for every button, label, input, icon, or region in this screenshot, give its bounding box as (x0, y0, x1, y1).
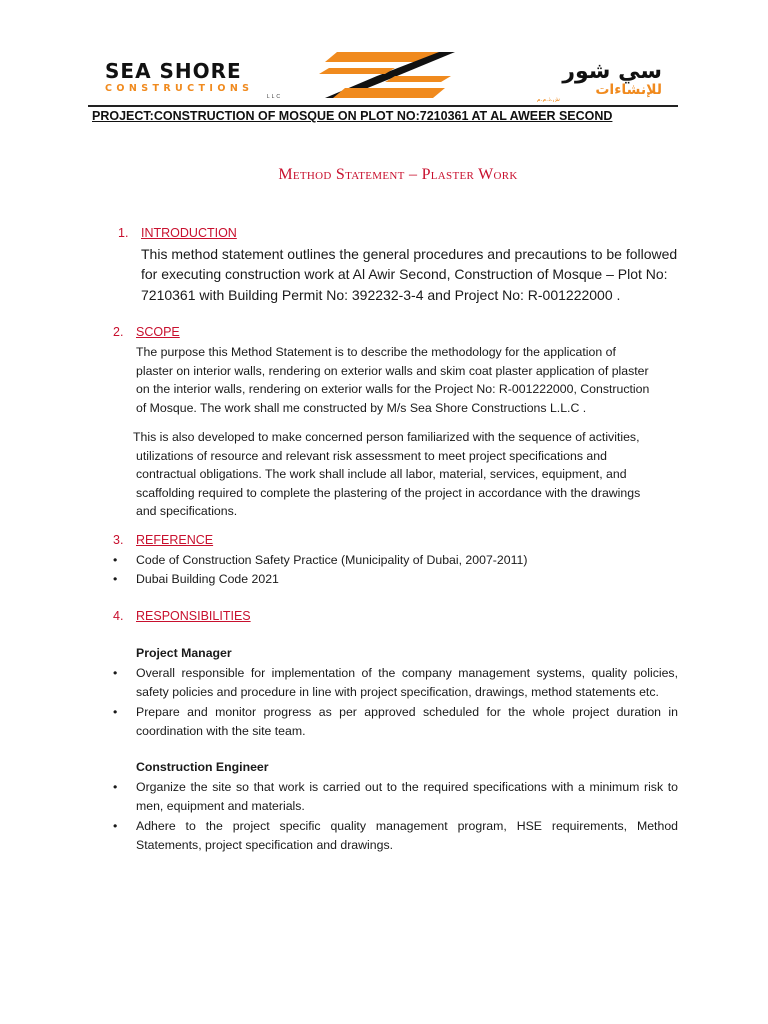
arabic-logotype (482, 54, 667, 102)
section-number: 1. (118, 226, 129, 240)
company-subtitle: CONSTRUCTIONS (105, 83, 254, 94)
responsibility-text: Prepare and monitor progress as per approved scheduled for the whole project duration in coordination with the site team. (136, 705, 678, 738)
scope-paragraph-2 (133, 428, 681, 521)
text-line: The purpose this Method Statement is to describe the methodology for the application of (136, 345, 616, 359)
section-label: RESPONSIBILITIES (136, 609, 251, 623)
responsibility-item (113, 703, 678, 741)
text-line: for executing construction work at Al Awir Second, Construction of Mosque – Plot No: (141, 266, 668, 283)
company-name: SEA SHORE (105, 59, 242, 83)
responsibility-item (113, 664, 678, 702)
section-number: 2. (113, 325, 124, 339)
role-heading-construction-engineer: Construction Engineer (136, 760, 269, 774)
text-line: contractual obligations. The work shall include all labor, material, services, equipment, and (136, 467, 627, 481)
bullet-point: • (113, 780, 118, 794)
text-line: on the interior walls, rendering on exterior walls for the Project No: R-001222000, Construction (136, 382, 650, 396)
bullet-point: • (113, 705, 118, 719)
arabic-suffix: ش.ذ.م.م (536, 96, 560, 102)
text-line: This is also developed to make concerned person familiarized with the sequence of activities, (133, 430, 640, 444)
bullet-point: • (113, 572, 118, 586)
reference-item (113, 551, 678, 570)
project-heading: PROJECT:CONSTRUCTION OF MOSQUE ON PLOT NO:7210361 AT AL AWEER SECOND (92, 109, 613, 123)
document-title: Method Statement – Plaster Work (278, 166, 518, 183)
text-line: plaster on interior walls, rendering on exterior walls and skim coat plaster application of plaster (136, 363, 649, 378)
text-line: This method statement outlines the general procedures and precautions to be followed (141, 246, 678, 262)
reference-text: Dubai Building Code 2021 (136, 572, 279, 586)
introduction-paragraph (141, 244, 681, 305)
section-label: REFERENCE (136, 533, 214, 547)
bullet-point: • (113, 819, 118, 833)
reference-item (113, 570, 678, 589)
arabic-subtitle: للإنشاءات (595, 82, 662, 98)
responsibility-item (113, 817, 678, 855)
bullet-point: • (113, 666, 118, 680)
text-line: scaffolding required to complete the plastering of the project in accordance with the drawings (136, 485, 641, 500)
scope-paragraph-1 (136, 343, 681, 417)
text-line: and specifications. (136, 504, 238, 518)
text-line: of Mosque. The work shall me constructed by M/s Sea Shore Constructions L.L.C . (136, 400, 587, 415)
section-number: 3. (113, 533, 124, 547)
responsibility-text: Adhere to the project specific quality management program, HSE requirements, Method Statements, project specification and drawings. (136, 819, 678, 852)
responsibility-text: Organize the site so that work is carried out to the required specifications with a minimum risk to men, equipment and materials. (136, 780, 678, 813)
section-label: INTRODUCTION (141, 226, 237, 240)
arabic-name: سي شور (562, 59, 662, 84)
reference-text: Code of Construction Safety Practice (Municipality of Dubai, 2007-2011) (136, 553, 528, 567)
header-divider (88, 105, 678, 107)
responsibility-text: Overall responsible for implementation of the company management systems, quality policies, safety policies and procedure in line with project specification, drawings, method statements etc. (136, 666, 678, 699)
role-heading-project-manager: Project Manager (136, 646, 232, 660)
company-suffix: LLC (266, 94, 282, 100)
text-line: 7210361 with Building Permit No: 392232-3-4 and Project No: R-001222000 . (141, 286, 621, 303)
bullet-point: • (113, 553, 118, 567)
section-label: SCOPE (136, 325, 180, 339)
company-logo-english (105, 60, 290, 100)
responsibility-item (113, 778, 678, 816)
section-number: 4. (113, 609, 124, 623)
text-line: utilizations of resource and relevant risk assessment to meet project specifications and (136, 448, 607, 463)
company-logo-arabic (482, 54, 667, 107)
company-logo-mark (315, 52, 455, 98)
